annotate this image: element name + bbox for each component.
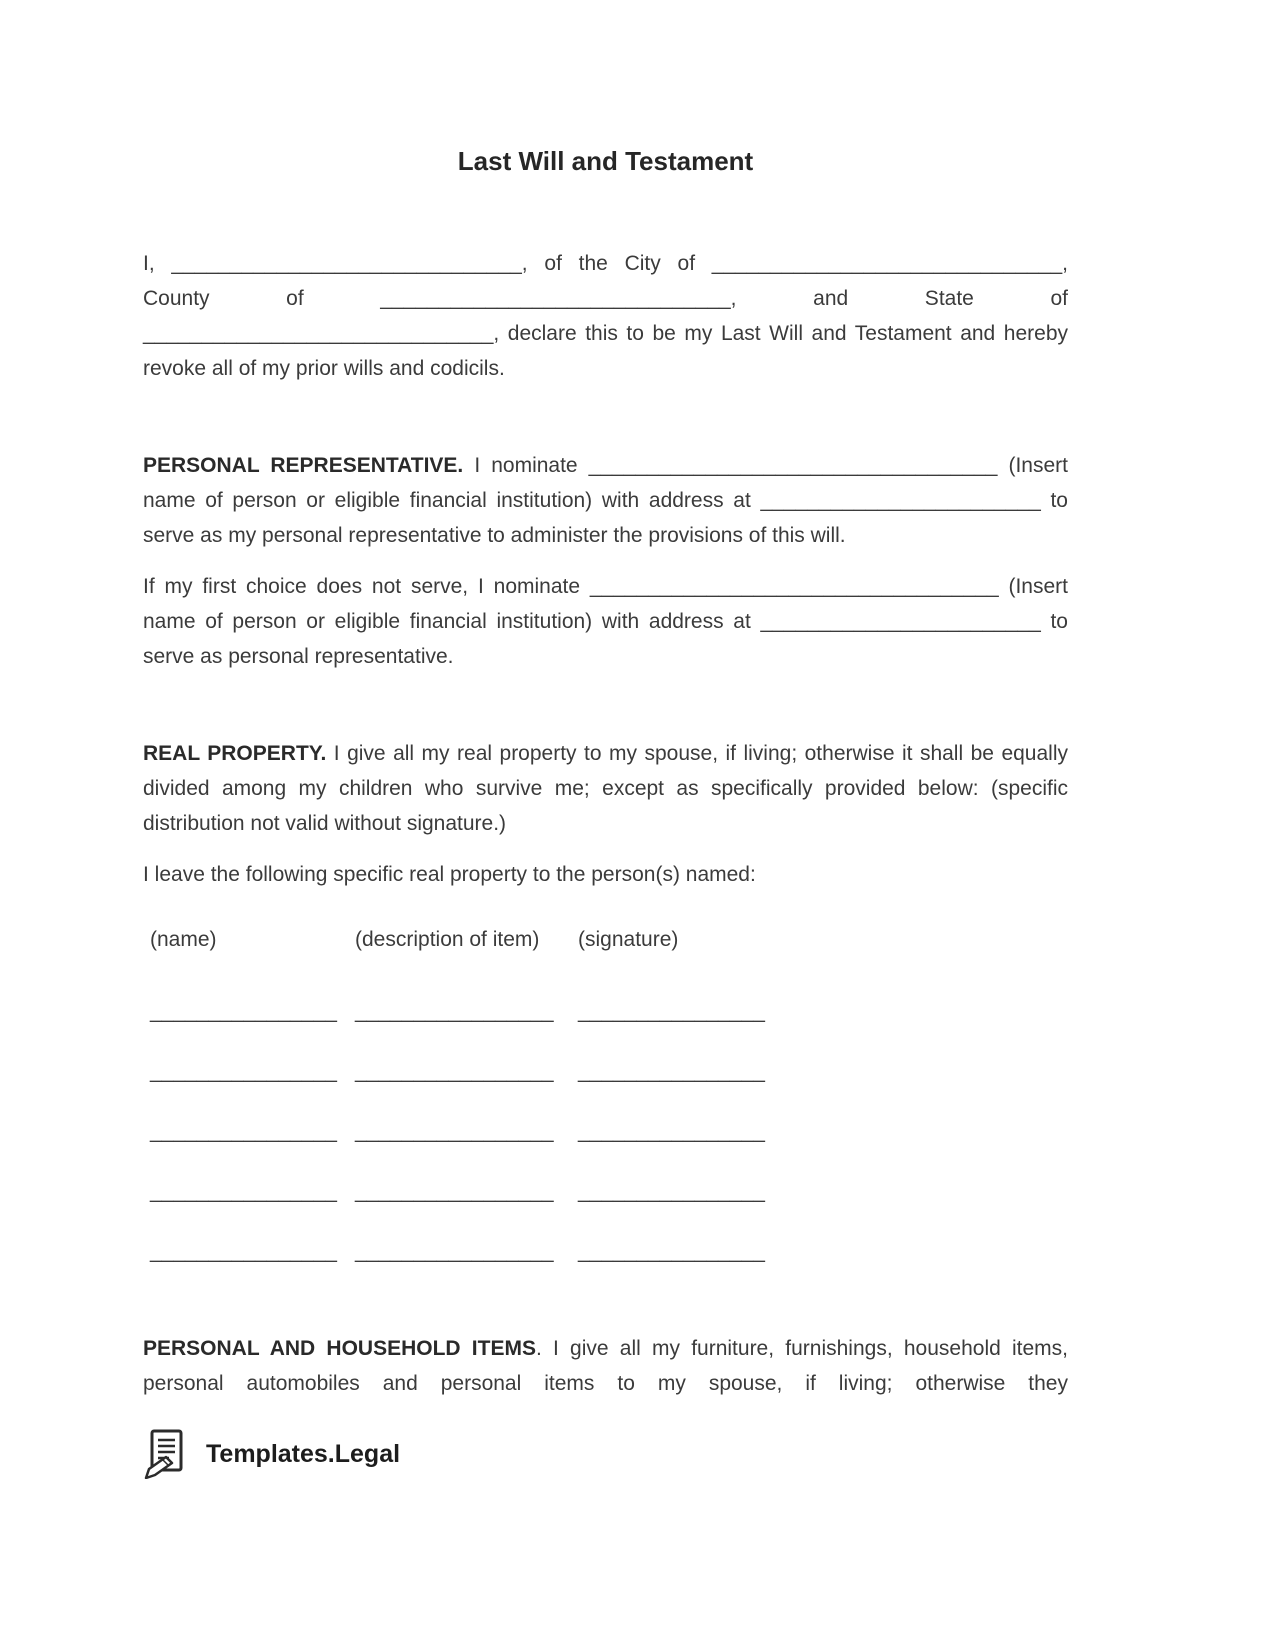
name-blank-line: ________________ [150,1120,337,1143]
name-blank-line: ________________ [150,1000,337,1023]
real-property-heading: REAL PROPERTY. [143,742,327,765]
description-column-header: (description of item) [355,928,540,951]
description-blank-line: _________________ [355,1120,554,1143]
table-row [150,1234,1068,1269]
document-pencil-icon [143,1429,191,1479]
real-property-lead-in: I leave the following specific real property to the person(s) named: [143,863,756,886]
opening-declaration-paragraph: I, ______________________________, of the City of ______________________________, County of ______________________________, and State of ______________________________, declare this to be my Last Will and Testament and hereby revoke all of my prior wills and codicils. [143,252,1068,380]
real-property-paragraph [143,736,1068,841]
signature-blank-line: ________________ [578,1240,765,1263]
table-row [150,1174,1068,1209]
real-property-table [143,922,1068,1269]
description-blank-line: _________________ [355,1000,554,1023]
name-blank-line: ________________ [150,1240,337,1263]
name-column-header: (name) [150,928,217,951]
personal-representative-paragraph [143,448,1068,553]
description-blank-line: _________________ [355,1060,554,1083]
signature-column-header: (signature) [578,928,679,951]
description-blank-line: _________________ [355,1180,554,1203]
signature-blank-line: ________________ [578,1120,765,1143]
personal-representative-heading: PERSONAL REPRESENTATIVE. [143,454,464,477]
personal-household-items-paragraph [143,1331,1068,1401]
personal-household-items-body: . I give all my furniture, furnishings, household items, personal automobiles and personal items to my spouse, if living; otherwise they [143,1337,1068,1395]
table-header-row [150,922,1068,957]
signature-blank-line: ________________ [578,1060,765,1083]
signature-blank-line: ________________ [578,1000,765,1023]
table-row [150,1054,1068,1089]
brand-name: Templates.Legal [206,1439,401,1468]
name-blank-line: ________________ [150,1180,337,1203]
footer-brand [143,1429,1068,1479]
signature-blank-line: ________________ [578,1180,765,1203]
document-title: Last Will and Testament [457,146,754,176]
real-property-body: I give all my real property to my spouse, if living; otherwise it shall be equally divided among my children who survive me; except as specifically provided below: (specific distribution not valid without signature.) [143,742,1068,835]
alternate-representative-paragraph: If my first choice does not serve, I nominate ___________________________________ (Insert name of person or eligible financial institution) with address at ________________________ to serve as personal representative. [143,575,1068,668]
personal-representative-body: I nominate ___________________________________ (Insert name of person or eligible financial institution) with address at ________________________ to serve as my personal representative to administer the provisions of this will. [143,454,1068,547]
table-row [150,1114,1068,1149]
personal-household-items-heading: PERSONAL AND HOUSEHOLD ITEMS [143,1337,536,1360]
table-row [150,994,1068,1029]
description-blank-line: _________________ [355,1240,554,1263]
name-blank-line: ________________ [150,1060,337,1083]
